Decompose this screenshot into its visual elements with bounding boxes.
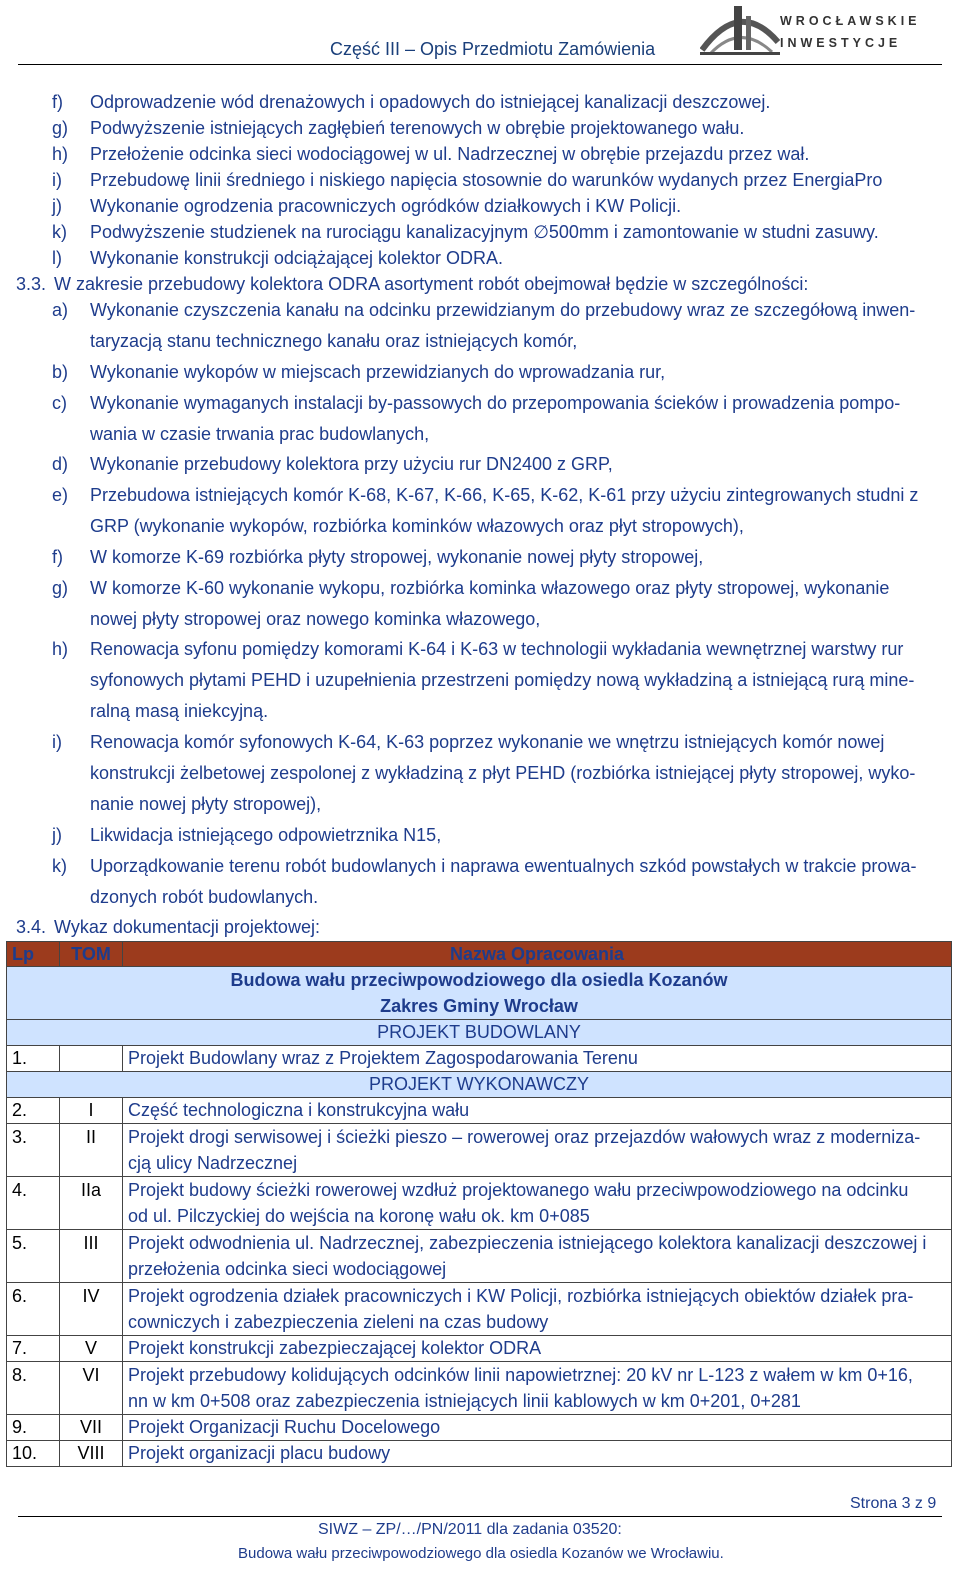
list-marker: c) (52, 393, 67, 413)
row-name-line: cowniczych i zabezpieczenia zieleni na czas budowy (128, 1312, 549, 1332)
list-marker: f) (52, 547, 63, 567)
list-item-line: taryzacją stanu technicznego kanału oraz istniejących komór, (90, 331, 578, 351)
table-section-row (7, 1072, 952, 1098)
row-tom (60, 1046, 123, 1072)
section-heading: Wykaz dokumentacji projektowej: (54, 917, 320, 937)
row-tom: VI (60, 1362, 123, 1415)
list-marker: l) (52, 248, 62, 268)
list-marker: d) (52, 454, 69, 474)
list-marker: a) (52, 300, 69, 320)
list-item-line: syfonowych płytami PEHD i uzupełnienia przestrzeni pomiędzy nową wykładziną a istniejącą rurą mine- (90, 670, 915, 690)
list-item: Podwyższenie studzienek na rurociągu kanalizacyjnym ∅500mm i zamontowanie w studni zasuwy. (90, 222, 879, 242)
table-row (7, 1177, 952, 1230)
list-marker: f) (52, 92, 63, 112)
header-tom: TOM (60, 942, 123, 967)
row-name-line: Projekt budowy ścieżki rowerowej wzdłuż projektowanego wału przeciwpowodziowego na odcinku (128, 1180, 909, 1200)
list-marker: i) (52, 732, 62, 752)
row-name-line: przełożenia odcinka sieci wodociągowej (128, 1259, 447, 1279)
list-marker: k) (52, 856, 67, 876)
row-lp: 5. (7, 1230, 60, 1283)
table-row (7, 1098, 952, 1124)
list-marker: g) (52, 118, 69, 138)
row-name-line: nn w km 0+508 oraz zabezpieczenia istniejących linii kablowych w km 0+201, 0+281 (128, 1391, 801, 1411)
table-row (7, 1283, 952, 1336)
list-item: Przełożenie odcinka sieci wodociągowej w ul. Nadrzecznej w obrębie przejazdu przez wał. (90, 144, 810, 164)
footer-line2: Budowa wału przeciwpowodziowego dla osiedla Kozanów we Wrocławiu. (238, 1545, 724, 1562)
row-name (123, 1124, 952, 1177)
row-lp: 1. (7, 1046, 60, 1072)
table-row (7, 1336, 952, 1362)
list-item: Wykonanie ogrodzenia pracowniczych ogródków działkowych i KW Policji. (90, 196, 682, 216)
row-lp: 8. (7, 1362, 60, 1415)
list-item-line: W komorze K-60 wykonanie wykopu, rozbiórka kominka włazowego oraz płyty stropowej, wykonanie (90, 578, 890, 598)
list-item-line: GRP (wykonanie wykopów, rozbiórka kominków włazowych oraz płyt stropowych), (90, 516, 744, 536)
row-tom: V (60, 1336, 123, 1362)
section-number: 3.4. (16, 917, 47, 937)
section-number: 3.3. (16, 274, 47, 294)
table-row (7, 1441, 952, 1467)
row-tom: VIII (60, 1441, 123, 1467)
list-item-line: konstrukcji żelbetowej zespolonej z wykładziną z płyt PEHD (rozbiórka istniejącej płyty stropowej, wyko- (90, 763, 916, 783)
row-name (123, 1230, 952, 1283)
table-row (7, 1362, 952, 1415)
row-tom: IV (60, 1283, 123, 1336)
section-wykonawczy: PROJEKT WYKONAWCZY (7, 1072, 952, 1098)
row-name: Projekt Budowlany wraz z Projektem Zagospodarowania Terenu (123, 1046, 952, 1072)
list-marker: k) (52, 222, 67, 242)
header-name: Nazwa Opracowania (123, 942, 952, 967)
row-name-line: Projekt ogrodzenia działek pracowniczych i KW Policji, rozbiórka istniejących obiektów działek pra- (128, 1286, 914, 1306)
list-item: Wykonanie konstrukcji odciążającej kolektor ODRA. (90, 248, 504, 268)
list-marker: e) (52, 485, 69, 505)
logo-text-line2: INWESTYCJE (780, 36, 902, 50)
list-item: Przebudowę linii średniego i niskiego napięcia stosownie do warunków wydanych przez EnergiaPro (90, 170, 883, 190)
list-item-line: nowej płyty stropowej oraz nowego kominka włazowego, (90, 609, 541, 629)
section-budowlany: PROJEKT BUDOWLANY (7, 1020, 952, 1046)
list-item-line: Renowacja syfonu pomiędzy komorami K-64 i K-63 w technologii wykładania wewnętrznej warstwy rur (90, 639, 904, 659)
list-item-line: Uporządkowanie terenu robót budowlanych i naprawa ewentualnych szkód powstałych w trakcie prowa- (90, 856, 917, 876)
row-name-line: Projekt przebudowy kolidujących odcinków linii napowietrznej: 20 kV nr L-123 z wałem w km 0+16, (128, 1365, 913, 1385)
row-lp: 2. (7, 1098, 60, 1124)
list-item-line: Przebudowa istniejących komór K-68, K-67, K-66, K-65, K-62, K-61 przy użyciu zintegrowanych studni z (90, 485, 919, 505)
page-number: Strona 3 z 9 (850, 1495, 937, 1512)
footer-line1: SIWZ – ZP/…/PN/2011 dla zadania 03520: (318, 1521, 622, 1538)
row-name-line: Projekt drogi serwisowej i ścieżki pieszo – rowerowej oraz przejazdów wałowych wraz z moderniza- (128, 1127, 921, 1147)
list-item-line: wania w czasie trwania prac budowlanych, (90, 424, 430, 444)
list-marker: i) (52, 170, 62, 190)
row-tom: I (60, 1098, 123, 1124)
page-header-title: Część III – Opis Przedmiotu Zamówienia (330, 39, 656, 59)
row-name: Część technologiczna i konstrukcyjna wału (123, 1098, 952, 1124)
table-banner-row (7, 967, 952, 1020)
footer-divider (18, 1516, 942, 1517)
list-item-line: Wykonanie czyszczenia kanału na odcinku przewidzianym do przebudowy wraz ze szczegółową inwen- (90, 300, 916, 320)
list-item-line: dzonych robót budowlanych. (90, 887, 319, 907)
list-marker: h) (52, 144, 69, 164)
row-name-line: cją ulicy Nadrzecznej (128, 1153, 298, 1173)
documentation-table (6, 941, 952, 1467)
table-header-row (7, 942, 952, 967)
list-item-line: Wykonanie wymaganych instalacji by-passowych do przepompowania ścieków i prowadzenia pompo- (90, 393, 901, 413)
row-lp: 9. (7, 1415, 60, 1441)
list-marker: j) (52, 825, 62, 845)
list-marker: h) (52, 639, 69, 659)
table-row (7, 1046, 952, 1072)
row-lp: 6. (7, 1283, 60, 1336)
row-name-line: Projekt odwodnienia ul. Nadrzecznej, zabezpieczenia istniejącego kolektora kanalizacji deszczowej i (128, 1233, 927, 1253)
list-item: Odprowadzenie wód drenażowych i opadowych do istniejącej kanalizacji deszczowej. (90, 92, 771, 112)
logo-text-line1: WROCŁAWSKIE (780, 14, 921, 28)
list-item-line: Wykonanie przebudowy kolektora przy użyciu rur DN2400 z GRP, (90, 454, 613, 474)
banner-title: Budowa wału przeciwpowodziowego dla osiedla Kozanów (230, 970, 728, 990)
row-name: Projekt organizacji placu budowy (123, 1441, 952, 1467)
row-tom: III (60, 1230, 123, 1283)
banner-subtitle: Zakres Gminy Wrocław (380, 996, 578, 1016)
table-row (7, 1415, 952, 1441)
list-item-line: W komorze K-69 rozbiórka płyty stropowej, wykonanie nowej płyty stropowej, (90, 547, 704, 567)
row-name: Projekt konstrukcji zabezpieczającej kolektor ODRA (123, 1336, 952, 1362)
table-row (7, 1230, 952, 1283)
list-item-line: nanie nowej płyty stropowej), (90, 794, 322, 814)
table-banner (7, 967, 952, 1020)
row-lp: 7. (7, 1336, 60, 1362)
bridge-logo-icon (700, 2, 780, 62)
row-lp: 3. (7, 1124, 60, 1177)
list-item-line: ralną masą iniekcyjną. (90, 701, 269, 721)
row-tom: IIa (60, 1177, 123, 1230)
row-lp: 4. (7, 1177, 60, 1230)
list-item: Podwyższenie istniejących zagłębień terenowych w obrębie projektowanego wału. (90, 118, 745, 138)
list-marker: g) (52, 578, 69, 598)
header-divider (18, 64, 942, 65)
header-lp: Lp (7, 942, 60, 967)
row-lp: 10. (7, 1441, 60, 1467)
row-name (123, 1177, 952, 1230)
list-marker: b) (52, 362, 69, 382)
row-tom: II (60, 1124, 123, 1177)
list-item-line: Renowacja komór syfonowych K-64, K-63 poprzez wykonanie we wnętrzu istniejących komór nowej (90, 732, 885, 752)
table-section-row (7, 1020, 952, 1046)
row-name (123, 1362, 952, 1415)
list-item-line: Wykonanie wykopów w miejscach przewidzianych do wprowadzania rur, (90, 362, 666, 382)
row-name: Projekt Organizacji Ruchu Docelowego (123, 1415, 952, 1441)
table-row (7, 1124, 952, 1177)
row-name (123, 1283, 952, 1336)
company-logo (700, 2, 930, 62)
list-item-line: Likwidacja istniejącego odpowietrznika N15, (90, 825, 442, 845)
list-marker: j) (52, 196, 62, 216)
row-tom: VII (60, 1415, 123, 1441)
row-name-line: od ul. Pilczyckiej do wejścia na koronę wału ok. km 0+085 (128, 1206, 590, 1226)
section-heading: W zakresie przebudowy kolektora ODRA asortyment robót obejmował będzie w szczególności: (54, 274, 809, 294)
